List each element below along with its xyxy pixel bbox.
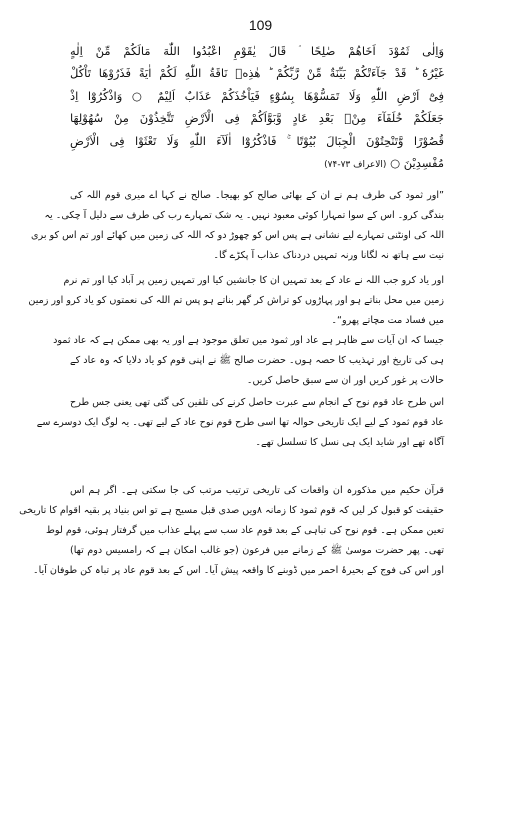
- paragraph-line: بندگی کرو۔ اس کے سوا تمہارا کوئی معبود نہیں۔ یہ شک تمہارے رب کی طرف سے دلیل آ چکی۔ یہ: [44, 210, 444, 221]
- paragraph-line: عاد قوم ثمود کے لیے ایک تاریخی حوالہ تھا اسی طرح قوم نوح عاد کے لیے تھی۔ یہ لوگ ایک دوسرے سے: [36, 417, 444, 428]
- paragraph-line: اور یاد کرو جب اللہ نے عاد کے بعد تمہیں ان کا جانشین کیا اور تمہیں زمین پر آباد کیا اور تم نرم: [63, 275, 444, 286]
- paragraph-line: قرآن حکیم میں مذکورہ ان واقعات کی تاریخی ترتیب مرتب کی جا سکتی ہے۔ اگر ہم اس: [70, 485, 444, 496]
- paragraph-line: زمین میں محل بناتے ہو اور پہاڑوں کو تراش کر گھر بناتے ہو پس تم اللہ کی نعمتوں کو یاد کرو اور زمین: [28, 295, 444, 306]
- paragraph-line: میں فساد مت مچاتے پھرو“۔: [331, 315, 444, 326]
- verse-line: وَاِلٰی ثَمُوْدَ اَخَاهُمْ صٰلِحًا ۘ قَالَ یٰقَوْمِ اعْبُدُوا اللّٰهَ مَالَكُمْ مِّنْ اِلٰهٍ: [70, 44, 444, 58]
- paragraph-line: تھی۔ پھر حضرت موسیٰ ﷺ کے زمانے میں فرعون (جو غالب امکان ہے کہ رامسیس دوم تھا): [70, 545, 444, 556]
- paragraph-line: اس طرح عاد قوم نوح کے انجام سے عبرت حاصل کرنے کی تلقین کی گئی تھی یعنی جس طرح: [70, 397, 444, 408]
- paragraph-line: اللہ کی اونٹنی تمہارے لیے نشانی ہے پس اس کو چھوڑ دو کہ اللہ کی زمین میں کھائے اور تم اس کو بری: [31, 230, 444, 241]
- paragraph-line: نیت سے ہاتھ نہ لگانا ورنہ تمہیں دردناک عذاب آ پکڑے گا۔: [213, 250, 444, 261]
- paragraph-line: اور اس کی فوج کے بحیرۂ احمر میں ڈوبنے کا واقعہ پیش آیا۔ اس کے بعد قوم عاد پر تباہ کن طوفان آیا۔: [33, 565, 444, 576]
- verse-line: فِیْٓ اَرْضِ اللّٰهِ وَلَا تَمَسُّوْهَا بِسُوْٓءٍ فَیَاْخُذَكُمْ عَذَابٌ اَلِیْمٌ ○ وَاذْكُرُوْٓا اِذْ: [70, 88, 444, 103]
- paragraph-commentary-1: [53, 331, 444, 391]
- paragraph-line: حقیقت کو قبول کر لیں کہ قوم ثمود کا زمانہ ۸ویں صدی قبل مسیح ہے تو اس بنیاد پر بقیہ اقوام کا تاریخی: [19, 505, 444, 516]
- paragraph-line: ”اور ثمود کی طرف ہم نے ان کے بھائی صالح کو بھیجا۔ صالح نے کہا اے میری قوم اللہ کی: [70, 190, 444, 201]
- paragraph-translation-continued: [28, 271, 444, 331]
- paragraph-line: تعین ممکن ہے۔ قوم نوح کی تباہی کے بعد قوم عاد سب سے پہلے عذاب میں گرفتار ہوئی، قوم لوط: [46, 525, 444, 536]
- verse-line-final: [70, 152, 444, 176]
- paragraph-line: ہی کی تاریخ اور تہذیب کا حصہ ہوں۔ حضرت صالح ﷺ نے اپنی قوم کو یاد دلایا کہ وہ عاد کے: [70, 355, 444, 366]
- verse-line: غَیْرُهٗ ؕ قَدْ جَآءَتْكُمْ بَیِّنَةٌ مِّنْ رَّبِّكُمْ ؕ هٰذِهٖ نَاقَةُ اللّٰهِ لَكُمْ اٰیَةً فَذَرُوْهَا تَاْكُلْ: [70, 66, 444, 81]
- paragraph-line: آگاہ تھے اور شاید ایک ہی نسل کا تسلسل تھے۔: [255, 437, 444, 448]
- paragraph-line: حالات پر غور کریں اور ان سے سبق حاصل کریں۔: [246, 375, 444, 386]
- verse-reference: (الاعراف ۷۳-۷۴): [324, 160, 387, 171]
- verse-line-text: مُفْسِدِیْنَ ○: [390, 156, 444, 171]
- paragraph-chronology: [19, 481, 444, 581]
- paragraph-translation: [31, 186, 444, 266]
- paragraph-commentary-2: [36, 393, 444, 453]
- page-number: 109: [248, 17, 273, 33]
- verse-line: قُصُوْرًا وَّتَنْحِتُوْنَ الْجِبَالَ بُیُوْتًا ۚ فَاذْكُرُوْٓا اٰلَآءَ اللّٰهِ وَلَا تَعْثَوْا فِی الْاَرْضِ: [70, 133, 444, 148]
- quran-verse: [70, 40, 444, 176]
- paragraph-line: جیسا کہ ان آیات سے ظاہر ہے عاد اور ثمود میں تعلق موجود ہے اور یہ بھی ممکن ہے کہ عاد ثمود: [53, 335, 444, 346]
- verse-line: جَعَلَكُمْ خُلَفَآءَ مِنْۢ بَعْدِ عَادٍ وَّبَوَّاَكُمْ فِی الْاَرْضِ تَتَّخِذُوْنَ مِنْ سُهُوْلِهَا: [70, 111, 444, 126]
